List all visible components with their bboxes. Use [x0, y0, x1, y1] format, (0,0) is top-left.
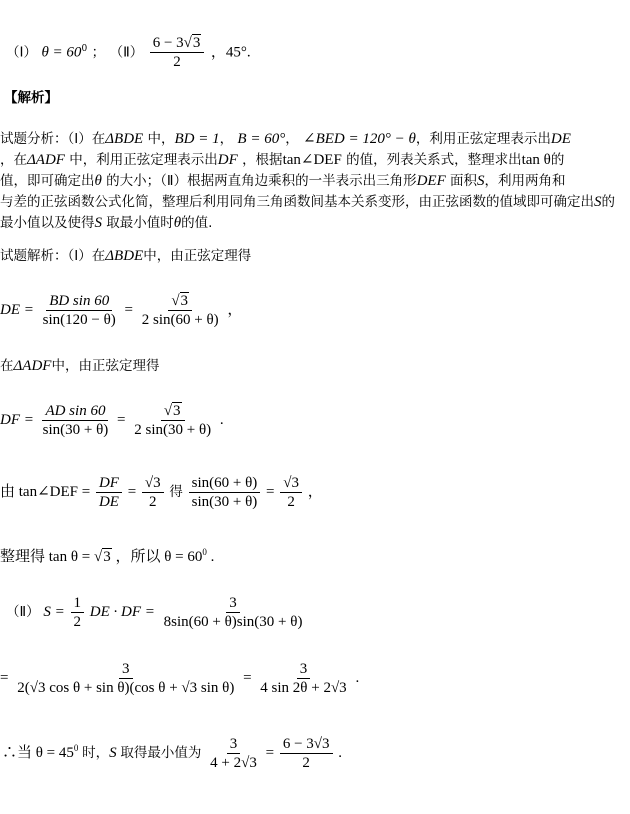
section-title: 【解析】	[4, 90, 58, 106]
answer-sep: ；	[91, 44, 106, 61]
analysis-line-4: 与差的正弦函数公式化简，整理后利用同角三角函数间基本关系变形，由正弦函数的值域即可确定出S的	[0, 194, 615, 210]
analysis-line-1: 试题分析：（Ⅰ）在ΔBDE 中，BD = 1， B = 60°， ∠BED = 120° − θ，利用正弦定理表示出DE	[0, 131, 571, 147]
answer-theta: θ = 60	[41, 44, 82, 61]
area-equation: （Ⅱ） S = $\frac{1}{2}$ DE · DF = $\frac{3}{8\sin(60 + \theta)\sin(30 + \theta)}$	[6, 595, 303, 631]
answer-angle: ，45°.	[210, 44, 251, 61]
tan-equation: 由 tan∠DEF = $\frac{DF}{DE}$ = $\frac{√3}{2}$ 得 $\frac{\sin(60 + \theta)}{\sin(30 + \theta)}$ = $\frac{√3}{2}$ ，	[0, 475, 323, 511]
answer-fraction: $\frac{6 - 3√3}{2}$	[150, 34, 205, 71]
result-line: 整理得 tan θ = √3 ，所以 $\theta = 60^0$ .	[0, 547, 215, 565]
de-equation: DE = $\frac{\text{BD sin 60}}{\sin(120 - \theta)}$ = $\frac{√3}{2 \sin(60 + \theta)}$ ，	[0, 293, 243, 329]
df-equation: DF = $\frac{\text{AD sin 60}}{\sin(30 + \theta)}$ = $\frac{√3}{2 \sin(30 + \theta)}$ .	[0, 403, 224, 439]
answer-line: （Ⅰ） $\theta = 60^0$ ； （Ⅱ） $\frac{6 - 3√3}{2}$ ，45°.	[6, 35, 251, 70]
final-line: ∴当 $\theta = 45^0$ 时，S 取得最小值为 $\frac{3}{4 + 2√3}$ = $\frac{6 - 3√3}{2}$ .	[2, 736, 343, 772]
adf-intro: 在ΔADF中，由正弦定理得	[0, 358, 160, 374]
answer-label-1: （Ⅰ）	[6, 44, 37, 61]
solution-intro: 试题解析：（Ⅰ）在ΔBDE中，由正弦定理得	[0, 248, 252, 264]
analysis-line-3: 值，即可确定出θ 的大小；（Ⅱ）根据两直角边乘积的一半表示出三角形DEF 面积S，利用两角和	[0, 173, 566, 189]
answer-label-2: （Ⅱ）	[109, 44, 144, 61]
analysis-line-5: 最小值以及使得S 取最小值时θ的值.	[0, 215, 213, 231]
analysis-line-2: ，在ΔADF 中，利用正弦定理表示出DF ，根据tan∠DEF 的值，列表关系式，整理求出tan θ的	[0, 152, 565, 168]
area-simplified: = $\frac{3}{\text{2(√3 cos θ + sin θ)(cos θ + √3 sin θ)}}$ = $\frac{3}{4 \sin 2\theta + 2√3}$ .	[0, 661, 360, 697]
